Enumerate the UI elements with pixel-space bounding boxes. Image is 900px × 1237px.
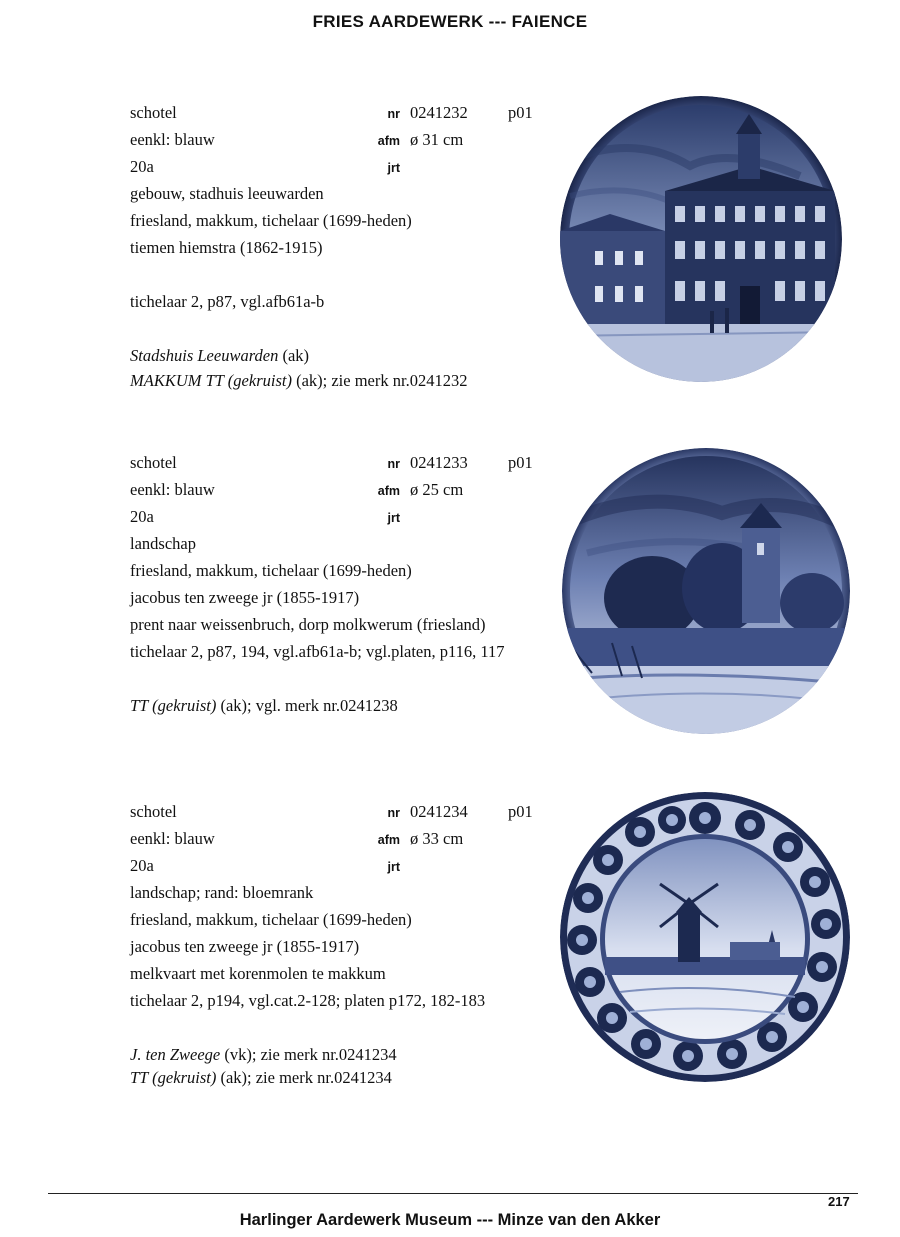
field-opschrift [0,346,560,368]
field-literatuur [0,991,560,1013]
value-voorstelling: gebouw, stadhuis leeuwarden [130,184,324,203]
field-kleur [0,130,560,152]
label-afm: afm [377,134,400,148]
field-literatuur [0,292,560,314]
field-voorwerp [0,453,560,475]
value-datering: 20a [130,856,154,875]
opschrift-rest: (ak); vgl. merk nr.0241238 [216,696,398,715]
value-opschrift-line1 [130,346,309,366]
value-schilder: jacobus ten zweege jr (1855-1917) [130,588,360,607]
value-page: p01 [508,453,533,472]
plate-town-hall-image [560,96,842,382]
field-opmerking [0,1018,560,1040]
opschrift-italic: TT (gekruist) [130,696,217,715]
value-voorwerp: schotel [130,453,177,472]
label-nr: nr [387,107,400,121]
opschrift-italic: J. ten Zweege [130,1045,221,1064]
opschrift-italic: Stadshuis Leeuwarden [130,346,279,365]
value-nr: 0241232 [410,103,468,122]
value-kleur: eenkl: blauw [130,829,215,848]
label-jrt: jrt [387,161,400,175]
field-literatuur [0,642,560,664]
field-voorstelling [0,534,560,556]
field-opmerking [0,319,560,341]
value-voorstelling: landschap; rand: bloemrank [130,883,314,902]
opschrift-rest: (ak); zie merk nr.0241234 [216,1068,392,1087]
page-number: 217 [828,1194,850,1209]
value-schilder: jacobus ten zweege jr (1855-1917) [130,937,360,956]
value-voorbeeld: melkvaart met korenmolen te makkum [130,964,386,983]
value-afm: ø 33 cm [410,829,464,848]
field-voorbeeld [0,615,560,637]
value-fabrikaat: friesland, makkum, tichelaar (1699-heden) [130,211,412,230]
field-fabrikaat [0,910,560,932]
value-opschrift-line1 [130,1045,397,1065]
value-nr: 0241233 [410,453,468,472]
value-voorbeeld: prent naar weissenbruch, dorp molkwerum (friesland) [130,615,486,634]
field-fabrikaat [0,211,560,233]
plate-village-landscape-image [562,448,850,734]
field-voorbeeld [0,265,560,287]
footer-divider [48,1193,858,1194]
field-schilder [0,937,560,959]
field-fabrikaat [0,561,560,583]
opschrift-italic: MAKKUM TT (gekruist) [130,371,292,390]
value-voorstelling: landschap [130,534,196,553]
label-afm: afm [377,833,400,847]
value-opschrift-line2 [130,1068,392,1088]
opschrift-rest: (ak) [278,346,310,365]
page-title: FRIES AARDEWERK --- FAIENCE [312,12,588,31]
label-afm: afm [377,484,400,498]
field-voorstelling [0,883,560,905]
value-schilder: tiemen hiemstra (1862-1915) [130,238,323,257]
field-opschrift-continued [0,1068,560,1090]
field-schilder [0,238,560,260]
opschrift-rest: (ak); zie merk nr.0241232 [291,371,468,390]
field-voorwerp [0,802,560,824]
value-kleur: eenkl: blauw [130,130,215,149]
value-nr: 0241234 [410,802,468,821]
value-page: p01 [508,802,533,821]
value-afm: ø 25 cm [410,480,464,499]
plate-village-landscape-drawing [562,448,850,734]
value-fabrikaat: friesland, makkum, tichelaar (1699-heden) [130,910,412,929]
field-voorwerp [0,103,560,125]
field-datering [0,856,560,878]
field-datering [0,507,560,529]
field-kleur [0,829,560,851]
label-nr: nr [387,806,400,820]
field-schilder [0,588,560,610]
value-voorwerp: schotel [130,103,177,122]
value-fabrikaat: friesland, makkum, tichelaar (1699-heden) [130,561,412,580]
value-datering: 20a [130,157,154,176]
value-voorwerp: schotel [130,802,177,821]
value-literatuur: tichelaar 2, p194, vgl.cat.2-128; platen p172, 182-183 [130,991,486,1010]
field-datering [0,157,560,179]
field-opschrift [0,1045,560,1067]
label-jrt: jrt [387,860,400,874]
plate-windmill-landscape-image [560,792,850,1082]
plate-town-hall-drawing [560,96,842,382]
field-opschrift-continued [0,371,560,393]
field-voorstelling [0,184,560,206]
label-jrt: jrt [387,511,400,525]
field-opschrift [0,696,560,718]
field-kleur [0,480,560,502]
value-literatuur: tichelaar 2, p87, vgl.afb61a-b [130,292,325,311]
footer-text: Harlinger Aardewerk Museum --- Minze van den Akker [239,1211,661,1229]
value-literatuur: tichelaar 2, p87, 194, vgl.afb61a-b; vgl.platen, p116, 117 [130,642,505,661]
opschrift-rest: (vk); zie merk nr.0241234 [220,1045,397,1064]
value-opschrift-line1 [130,696,398,716]
value-kleur: eenkl: blauw [130,480,215,499]
opschrift-italic: TT (gekruist) [130,1068,217,1087]
value-datering: 20a [130,507,154,526]
value-afm: ø 31 cm [410,130,464,149]
field-opmerking [0,669,560,691]
value-page: p01 [508,103,533,122]
value-opschrift-line2 [130,371,467,391]
label-nr: nr [387,457,400,471]
plate-windmill-landscape-drawing [560,792,850,1082]
field-voorbeeld [0,964,560,986]
